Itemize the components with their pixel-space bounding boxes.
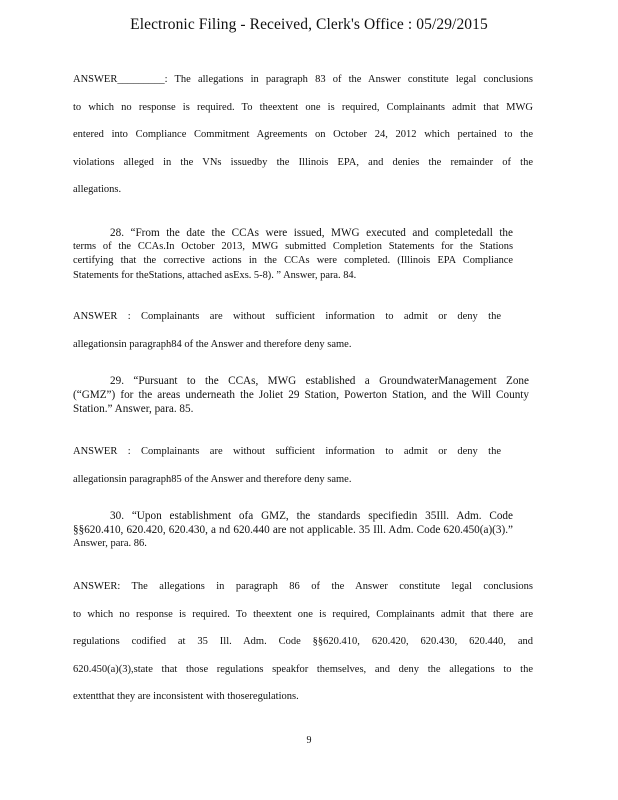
text-line: to which no response is required. To theextent one is required, Complainants admit that there are (73, 608, 533, 620)
text-line: Statements for theStations, attached asExs. 5-8). ” Answer, para. 84. (73, 269, 357, 281)
text-line: §§620.410, 620.420, 620.430, a nd 620.440 are not applicable. 35 Ill. Adm. Code 620.450(a)(3).” (73, 524, 513, 537)
text-line: Answer, para. 86. (73, 538, 147, 550)
text-line: certifying that the corrective actions in the CCAs were completed. (Illinois EPA Compliance (73, 255, 513, 267)
text-line: extentthat they are inconsistent with thoseregulations. (73, 691, 299, 703)
text-line: (“GMZ”) for the areas underneath the Joliet 29 Station, Powerton Station, and the Will County (73, 389, 529, 402)
answer-block-83 (73, 66, 533, 204)
text-line: terms of the CCAs.In October 2013, MWG submitted Completion Statements for the Stations (73, 241, 513, 253)
text-line: ANSWER_________: The allegations in paragraph 83 of the Answer constitute legal conclusions (73, 74, 533, 85)
paragraph-29 (73, 374, 529, 417)
text-line: regulations codified at 35 Ill. Adm. Code §§620.410, 620.420, 620.430, 620.440, and (73, 636, 533, 648)
paragraph-30 (73, 509, 513, 552)
text-line: allegations. (73, 184, 122, 196)
text-line: entered into Compliance Commitment Agreements on October 24, 2012 which pertained to the (73, 129, 533, 141)
text-line: 30. “Upon establishment ofa GMZ, the standards specifiedin 35Ill. Adm. Code (110, 510, 513, 522)
answer-block-84 (73, 303, 501, 358)
page-number: 9 (306, 735, 312, 746)
text-line: 28. “From the date the CCAs were issued, MWG executed and completedall the (110, 227, 513, 239)
text-line: ANSWER : Complainants are without sufficient information to admit or deny the (73, 446, 501, 457)
answer-block-86 (73, 573, 533, 711)
text-line: to which no response is required. To theextent one is required, Complainants admit that MWG (73, 101, 533, 113)
text-line: ANSWER: The allegations in paragraph 86 of the Answer constitute legal conclusions (73, 581, 533, 592)
text-line: 29. “Pursuant to the CCAs, MWG established a GroundwaterManagement Zone (110, 375, 529, 387)
text-line: allegationsin paragraph85 of the Answer and therefore deny same. (73, 473, 352, 485)
text-line: violations alleged in the VNs issuedby the Illinois EPA, and denies the remainder of the (73, 156, 533, 168)
text-line: 620.450(a)(3),state that those regulations speakfor themselves, and deny the allegations to the (73, 663, 533, 675)
text-line: allegationsin paragraph84 of the Answer and therefore deny same. (73, 338, 352, 350)
text-line: Station.” Answer, para. 85. (73, 403, 194, 416)
text-line: ANSWER : Complainants are without sufficient information to admit or deny the (73, 311, 501, 322)
filing-header: Electronic Filing - Received, Clerk's Office : 05/29/2015 (130, 16, 488, 33)
paragraph-28 (73, 226, 513, 283)
answer-block-85 (73, 438, 501, 493)
